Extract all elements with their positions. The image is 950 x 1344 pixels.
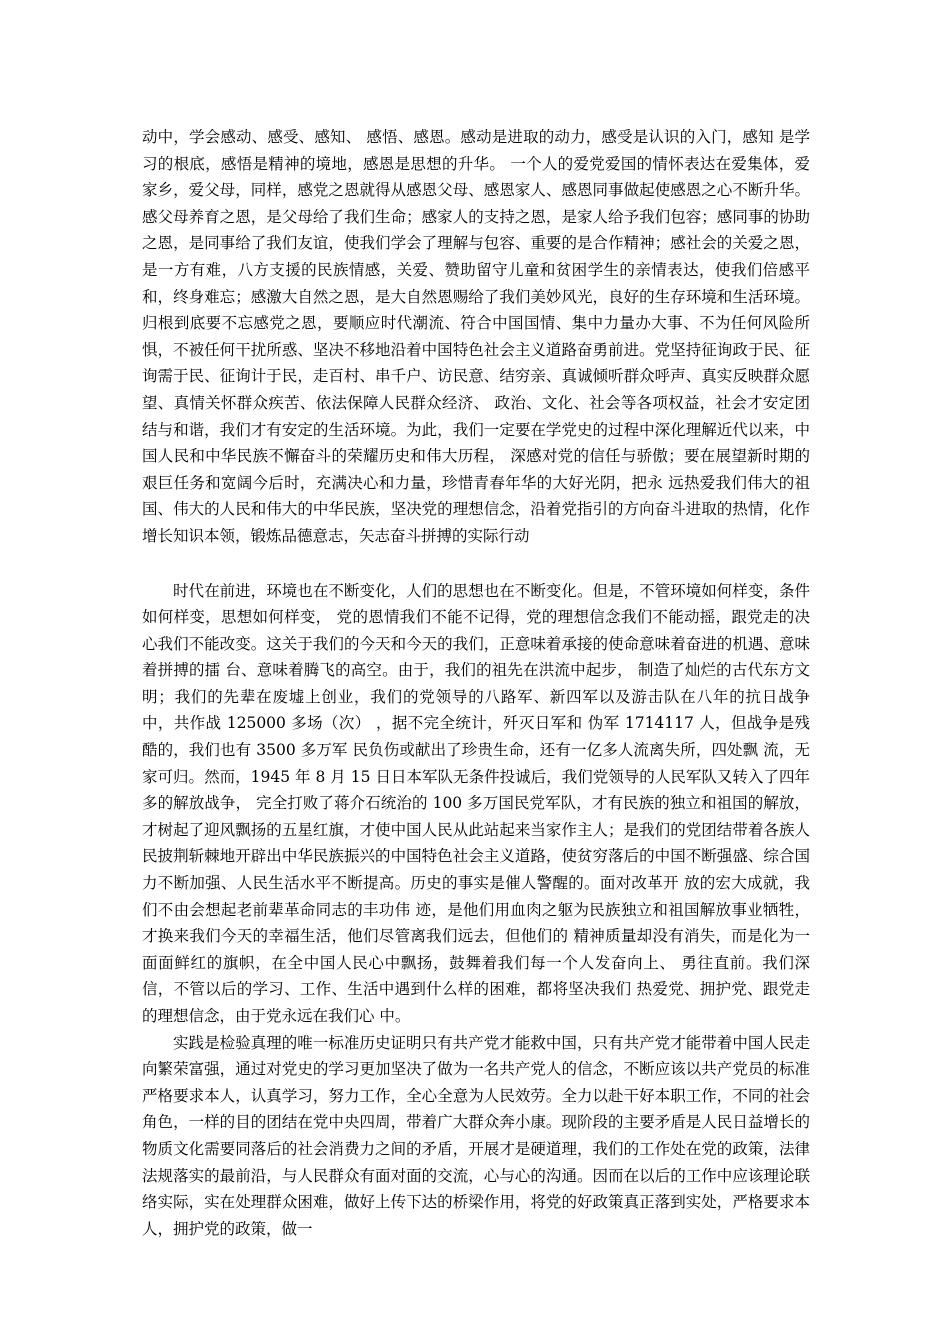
paragraph-times-changing: 时代在前进，环境也在不断变化，人们的思想也在不断变化。但是，不管环境如何样变，条件如何样变，思想如何样变， 党的恩情我们不能不记得，党的理想信念我们不能动摇，跟党走的决心我们不能改变。这关于我们的今天和今天的我们，正意味着承接的使命意味着奋进的机遇、意味着拼搏的擂 台、意味着腾飞的高空。由于，我们的祖先在洪流中起步， 制造了灿烂的古代东方文明；我们的先辈在废墟上创业，我们的党领导的八路军、新四军以及游击队在八年的抗日战争 中，共作战 125000 多场（次） ，据不完全统计，歼灭日军和 伪军 1714117 人，但战争是残酷的，我们也有 3500 多万军 民负伤或献出了珍贵生命，还有一亿多人流离失所，四处飘 流，无家可归。然而，1945 年 8 月 15 日日本军队无条件投诚后，我们党领导的人民军队又转入了四年多的解放战争， 完全打败了蒋介石统治的 100 多万国民党军队，才有民族的独立和祖国的解放，才树起了迎风飘扬的五星红旗，才使中国人民从此站起来当家作主人；是我们的党团结带着各族人民披荆斩棘地开辟出中华民族振兴的中国特色社会主义道路，使贫穷落后的中国不断强盛、综合国力不断加强、人民生活水平不断提高。历史的事实是催人警醒的。面对改革开 放的宏大成就，我们不由会想起老前辈革命同志的丰功伟 迹，是他们用血肉之躯为民族独立和祖国解放事业牺牲，才换来我们今天的幸福生活，他们尽管离我们远去，但他们的 精神质量却没有消失，而是化为一面面鲜红的旗帜，在全中国人民心中飘扬，鼓舞着我们每一个人发奋向上、 勇往直前。我们深信，不管以后的学习、工作、生活中遇到什么样的困难，都将坚决我们 热爱党、拥护党、跟党走的理想信念，由于党永远在我们心 中。 xyxy=(142,581,810,1025)
paragraph-practice: 实践是检验真理的唯一标准历史证明只有共产党才能救中国，只有共产党才能带着中国人民走向繁荣富强，通过对党史的学习更加坚决了做为一名共产党人的信念，不断应该以共产党员的标准严格要求本人，认真学习，努力工作，全心全意为人民效劳。全力以赴干好本职工作，不同的社会角色，一样的目的团结在党中央四周，带着广大群众奔小康。现阶段的主要矛盾是人民日益增长的物质文化需要同落后的社会消费力之间的矛盾，开展才是硬道理，我们的工作处在党的政策，法律法规落实的最前沿，与人民群众有面对面的交流，心与心的沟通。因而在以后的工作中应该理论联络实际，实在处理群众困难，做好上传下达的桥梁作用，将党的好政策真正落到实处，严格要求本人，拥护党的政策，做一 xyxy=(142,1033,810,1238)
document-page xyxy=(142,124,810,1242)
paragraph-gratitude: 动中，学会感动、感受、感知、 感悟、感恩。感动是进取的动力，感受是认识的入门，感知 是学习的根底，感悟是精神的境地，感恩是思想的升华。 一个人的爱党爱国的情怀表达在爱集体，爱家乡，爱父母，同样，感党之恩就得从感恩父母、感恩家人、感恩同事做起使感恩之心不断升华。感父母养育之恩，是父母给了我们生命；感家人的支持之恩，是家人给予我们包容；感同事的协助之恩，是同事给了我们友谊，使我们学会了理解与包容、重要的是合作精神；感社会的关爱之恩，是一方有难，八方支援的民族情感，关爱、赞助留守儿童和贫困学生的亲情表达，使我们倍感平和，终身难忘；感激大自然之恩，是大自然恩赐给了我们美妙风光，良好的生存环境和生活环境。归根到底要不忘感党之恩，要顺应时代潮流、符合中国国情、集中力量办大事、不为任何风险所惧，不被任何干扰所惑、坚决不移地沿着中国特色社会主义道路奋勇前进。党坚持征询政于民、征询需于民、征询计于民，走百村、串千户、访民意、结穷亲、真诚倾听群众呼声、真实反映群众愿望、真情关怀群众疾苦、依法保障人民群众经济、 政治、文化、社会等各项权益，社会才安定团结与和谐，我们才有安定的生活环境。为此，我们一定要在学党史的过程中深化理解近代以来，中国人民和中华民族不懈奋斗的荣耀历史和伟大历程， 深感对党的信任与骄傲；要在展望新时期的艰巨任务和宽阔今后时，充满决心和力量，珍惜青春年华的大好光阴，把永 远热爱我们伟大的祖国、伟大的人民和伟大的中华民族，坚决党的理想信念，沿着党指引的方向奋斗进取的热情，化作增长知识本领，锻炼品德意志，矢志奋斗拼搏的实际行动 xyxy=(142,128,810,545)
